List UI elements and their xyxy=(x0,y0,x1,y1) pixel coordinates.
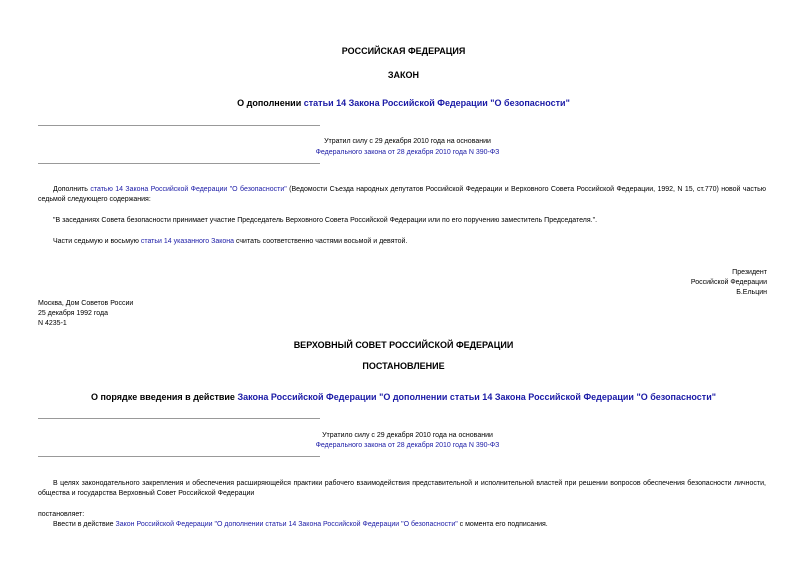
law-p3-link[interactable]: статьи 14 указанного Закона xyxy=(140,238,235,245)
resolution-paragraph-1: В целях законодательного закрепления и обеспечения расширяющейся практики рабочего взаимодействия представительной и исполнительной властей при решении вопросов обеспечения безопасности личности, общества и государства Верховный Совет Российской Федерации xyxy=(38,480,766,497)
resolution-title-link[interactable]: Закона Российской Федерации "О дополнении статьи 14 Закона Российской Федерации "О безопасности" xyxy=(237,392,717,402)
resolution-p2-text-b: с момента его подписания. xyxy=(457,521,548,528)
resolution-status-link[interactable]: Федерального закона от 28 декабря 2010 года N 390-ФЗ xyxy=(315,442,500,449)
law-p1-text-b: (Ведомости Съезда народных депутатов Российской Федерации и Верховного Совета Российской Федерации, 1992, N 15, ст.770) новой частью седьмой следующего содержания: xyxy=(38,186,766,203)
divider xyxy=(38,163,320,164)
resolution-decides: постановляет: xyxy=(38,511,85,518)
law-type-heading: ЗАКОН xyxy=(387,70,420,80)
resolution-status-line: Утратило силу с 29 декабря 2010 года на основании xyxy=(322,432,493,439)
signer-title-2: Российской Федерации xyxy=(690,279,767,286)
law-title xyxy=(0,98,807,108)
resolution-title-prefix: О порядке введения в действие xyxy=(90,392,238,402)
signing-date: 25 декабря 1992 года xyxy=(38,310,109,317)
resolution-paragraph-2 xyxy=(53,520,548,530)
divider xyxy=(38,418,320,419)
resolution-title xyxy=(0,392,807,402)
law-title-prefix: О дополнении xyxy=(237,98,304,108)
law-status-link[interactable]: Федерального закона от 28 декабря 2010 года N 390-ФЗ xyxy=(315,149,500,156)
country-heading: РОССИЙСКАЯ ФЕДЕРАЦИЯ xyxy=(341,46,466,56)
resolution-p2-text-a: Ввести в действие xyxy=(53,521,116,528)
signer-title-1: Президент xyxy=(732,269,767,276)
law-number: N 4235-1 xyxy=(38,320,67,327)
place-date-block xyxy=(38,299,133,329)
resolution-body-heading: ВЕРХОВНЫЙ СОВЕТ РОССИЙСКОЙ ФЕДЕРАЦИИ xyxy=(293,340,514,350)
law-p1-link[interactable]: статью 14 Закона Российской Федерации "О безопасности" xyxy=(90,186,287,193)
law-p1-text-a: Дополнить xyxy=(53,186,91,193)
divider xyxy=(38,125,320,126)
law-status-line: Утратил силу с 29 декабря 2010 года на основании xyxy=(324,138,491,145)
resolution-p2-link[interactable]: Закон Российской Федерации "О дополнении статьи 14 Закона Российской Федерации "О безопасности" xyxy=(115,521,458,528)
law-paragraph-3 xyxy=(53,237,407,247)
law-paragraph-1 xyxy=(38,185,766,205)
law-p3-text-b: считать соответственно частями восьмой и девятой. xyxy=(234,238,408,245)
resolution-type-heading: ПОСТАНОВЛЕНИЕ xyxy=(362,361,445,371)
signing-place: Москва, Дом Советов России xyxy=(38,300,134,307)
signer-name: Б.Ельцин xyxy=(736,289,767,296)
divider xyxy=(38,456,320,457)
law-title-link[interactable]: статьи 14 Закона Российской Федерации "О безопасности" xyxy=(303,98,570,108)
law-paragraph-2: "В заседаниях Совета безопасности принимает участие Председатель Верховного Совета Российской Федерации или по его поручению заместитель Председателя.". xyxy=(53,217,598,224)
law-p3-text-a: Части седьмую и восьмую xyxy=(53,238,141,245)
signer-block xyxy=(691,268,767,298)
